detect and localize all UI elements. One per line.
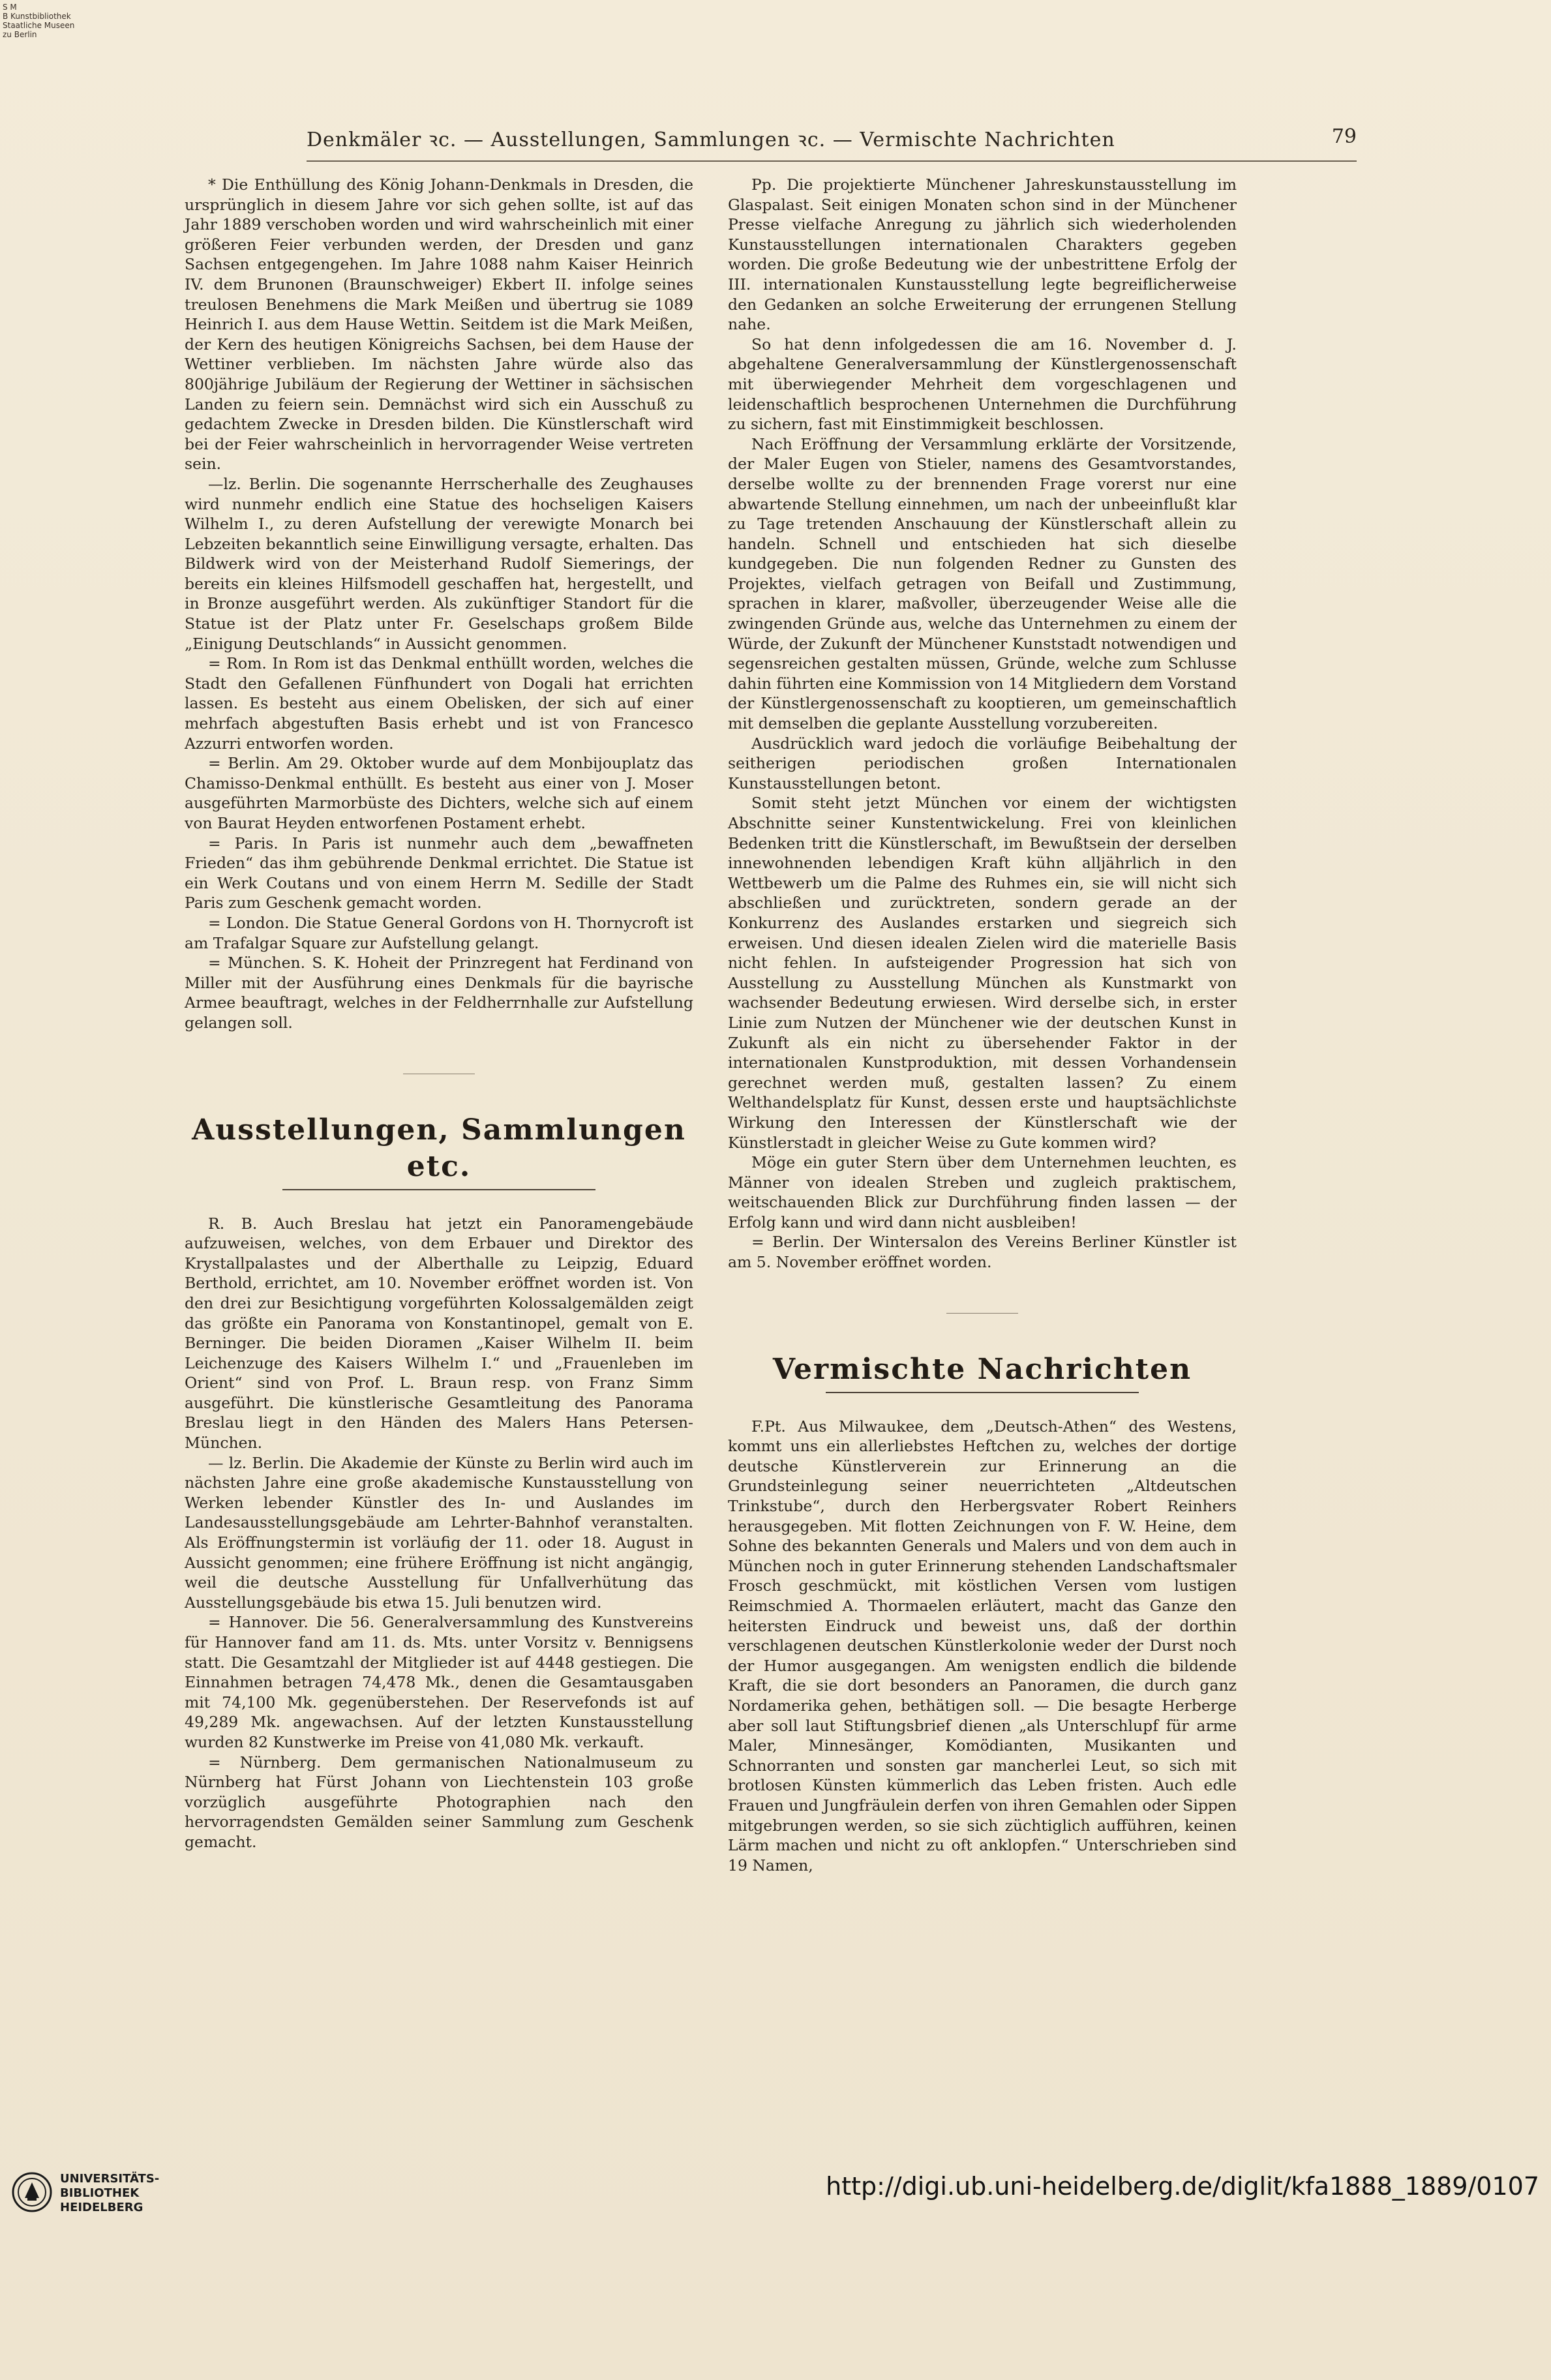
article-paragraph: Ausdrücklich ward jedoch die vorläufige Beibehaltung der seitherigen periodischen großen Internationalen Kunstausstellungen betont. xyxy=(728,734,1237,792)
stamp-line: S M xyxy=(3,3,17,12)
article-paragraph: R. B. Auch Breslau hat jetzt ein Panoramengebäude aufzuweisen, welches, von dem Erbauer und Direktor des Krystallpalastes und der Alberthalle zu Leipzig, Eduard Berthold, errichtet, am 10. November eröffnet worden ist. Von den drei zur Besichtigung vorgeführten Kolossalgemälden zeigt das größte ein Panorama von Konstantinopel, gemalt von E. Berninger. Die beiden Dioramen „Kaiser Wilhelm II. beim Leichenzuge des Kaisers Wilhelm I.“ und „Frauenleben im Orient“ sind von Prof. L. Braun resp. von Franz Simm ausgeführt. Die künstlerische Gesamtleitung des Panorama Breslau liegt in den Händen des Malers Hans Petersen-München. xyxy=(185,1214,693,1453)
logo-text xyxy=(60,2172,159,2215)
library-logo xyxy=(12,2167,207,2218)
logo-line: UNIVERSITÄTS- xyxy=(60,2172,160,2186)
article-paragraph: Nach Eröffnung der Versammlung erklärte der Vorsitzende, der Maler Eugen von Stieler, namens des Gesamtvorstandes, derselbe wollte zu der brennenden Frage vorerst nur eine abwartende Stellung einnehmen, um nach der unbeeinflußt klar zu Tage tretenden Anschauung der Künstlerschaft allein zu handeln. Schnell und entschieden hat sich dieselbe kundgegeben. Die nun folgenden Redner zu Gunsten des Projektes, vielfach getragen von Beifall und Zustimmung, sprachen in klarer, maßvoller, überzeugender Weise alle die zwingenden Gründe aus, welche das Unternehmen zu einem der Würde, der Zukunft der Münchener Kunststadt notwendigen und segensreichen gestalten müssen, Gründe, welche zum Schlusse dahin führten eine Kommission von 14 Mitgliedern dem Vorstand der Künstlergenossenschaft zu kooptieren, um gemeinschaftlich mit demselben die geplante Ausstellung vorzubereiten. xyxy=(728,434,1237,733)
section-heading-text: Vermischte Nachrichten xyxy=(772,1352,1192,1386)
stamp-line: B Kunstbibliothek xyxy=(3,12,71,21)
running-head-title: Denkmäler ꝛc. — Ausstellungen, Sammlungen ꝛc. — Vermischte Nachrichten xyxy=(307,128,1115,151)
article-paragraph: = London. Die Statue General Gordons von H. Thornycroft ist am Trafalgar Square zur Aufstellung gelangt. xyxy=(185,913,693,952)
article-paragraph: = Berlin. Am 29. Oktober wurde auf dem Monbijouplatz das Chamisso-Denkmal enthüllt. Es besteht aus einer von J. Moser ausgeführten Marmorbüste des Dichters, welche sich auf einem von Baurat Heyden entworfenen Postament erhebt. xyxy=(185,754,693,832)
page-number: 79 xyxy=(1331,125,1357,148)
section-heading-miscellaneous xyxy=(728,1351,1237,1393)
article-paragraph: = Paris. In Paris ist nunmehr auch dem „bewaffneten Frieden“ das ihm gebührende Denkmal errichtet. Die Statue ist ein Werk Coutans und von einem Herrn M. Sedille der Stadt Paris zum Geschenk gemacht worden. xyxy=(185,834,693,912)
article-paragraph: * Die Enthüllung des König Johann-Denkmals in Dresden, die ursprünglich in diesem Jahre vor sich gehen sollte, ist auf das Jahr 1889 verschoben worden und wird wahrscheinlich mit einer größeren Feier verbunden werden, der Dresden und ganz Sachsen entgegengehen. Im Jahre 1088 nahm Kaiser Heinrich IV. dem Brunonen (Braunschweiger) Ekbert II. infolge seines treulosen Benehmens die Mark Meißen und übertrug sie 1089 Heinrich I. aus dem Hause Wettin. Seitdem ist die Mark Meißen, der Kern des heutigen Königreichs Sachsen, bei dem Hause der Wettiner verblieben. Im nächsten Jahre würde also das 800jährige Jubiläum der Regierung der Wettiner in sächsischen Landen zu feiern sein. Demnächst wird sich ein Ausschuß zu gedachtem Zwecke in Dresden bilden. Die Künstlerschaft wird bei der Feier wahrscheinlich in hervorragender Weise vertreten sein. xyxy=(185,175,693,474)
section-heading-text: Ausstellungen, Sammlungen etc. xyxy=(192,1113,686,1183)
logo-line: BIBLIOTHEK xyxy=(60,2186,140,2200)
article-paragraph: = Nürnberg. Dem germanischen Nationalmuseum zu Nürnberg hat Fürst Johann von Liechtenstein 103 große vorzüglich ausgeführte Photographien nach den hervorragendsten Gemälden seiner Sammlung zum Geschenk gemacht. xyxy=(185,1753,693,1851)
article-paragraph: — lz. Berlin. Die Akademie der Künste zu Berlin wird auch im nächsten Jahre eine große akademische Kunstausstellung von Werken lebender Künstler des In- und Auslandes im Landesausstellungsgebäude am Lehrter-Bahnhof veranstalten. Als Eröffnungstermin ist vorläufig der 11. oder 18. August in Aussicht genommen; eine frühere Eröffnung ist nicht angängig, weil die deutsche Ausstellung für Unfallverhütung das Ausstellungsgebäude bis etwa 15. Juli benutzen wird. xyxy=(185,1453,693,1612)
heading-underline xyxy=(826,1392,1139,1393)
article-paragraph: Möge ein guter Stern über dem Unternehmen leuchten, es Männer von idealen Streben und zugleich praktischem, weitschauenden Blick zur Durchführung finden lassen — der Erfolg kann und wird dann nicht ausbleiben! xyxy=(728,1153,1237,1231)
article-paragraph: Pp. Die projektierte Münchener Jahreskunstausstellung im Glaspalast. Seit einigen Monaten schon sind in der Münchener Presse vielfache Anregung zu jährlich sich wiederholenden Kunstausstellungen internationalen Charakters gegeben worden. Die große Bedeutung wie der unbestrittene Erfolg der III. internationalen Kunstausstellung legte begreiflicherweise den Gedanken an solche Erweiterung der errungenen Stellung nahe. xyxy=(728,175,1237,334)
article-paragraph: F.Pt. Aus Milwaukee, dem „Deutsch-Athen“ des Westens, kommt uns ein allerliebstes Heftchen zu, welches der dortige deutsche Künstlerverein zur Erinnerung an die Grundsteinlegung seiner neuerrichteten „Altdeutschen Trinkstube“, durch den Herbergsvater Robert Reinhers herausgegeben. Mit flotten Zeichnungen von F. W. Heine, dem Sohne des bekannten Generals und Malers und von dem auch in München noch in guter Erinnerung stehenden Landschaftsmaler Frosch geschmückt, mit köstlichen Versen vom lustigen Reimschmied A. Thormaelen erläutert, macht das Ganze den heitersten Eindruck und beweist uns, daß der dorthin verschlagenen deutschen Künstlerkolonie weder der Durst noch der Humor ausgegangen. Am wenigsten endlich die bildende Kraft, die sie dort besonders an Panoramen, die durch ganz Nordamerika gehen, bethätigen soll. — Die besagte Herberge aber soll laut Stiftungsbrief dienen „als Unterschlupf für arme Maler, Minnesänger, Komödianten, Musikanten und Schnorranten und sonsten gar mancherlei Leut, so sich mit brotlosen Künsten kümmerlich das Leben fristen. Auch edle Frauen und Jungfräulein derfen von ihren Gemahlen oder Sippen mitgebrungen werden, so sie sich züchtiglich aufführen, keinen Lärm machen und nicht zu oft anklopfen.“ Unterschrieben sind 19 Namen, xyxy=(728,1417,1237,1875)
right-column xyxy=(728,175,1237,1875)
article-paragraph: = Berlin. Der Wintersalon des Vereins Berliner Künstler ist am 5. November eröffnet worden. xyxy=(728,1233,1237,1272)
logo-line: HEIDELBERG xyxy=(60,2201,143,2214)
section-separator xyxy=(946,1313,1018,1314)
library-stamp xyxy=(3,3,94,39)
stamp-line: zu Berlin xyxy=(3,30,37,39)
article-paragraph: Somit steht jetzt München vor einem der wichtigsten Abschnitte seiner Kunstentwickelung. Frei von kleinlichen Bedenken tritt die Künstlerschaft, im Bewußtsein der derselben innewohnenden lebendigen Kraft kühn alljährlich in den Wettbewerb um die Palme des Ruhmes ein, sie will nicht sich abschließen und zurücktreten, sondern gerade an der Konkurrenz des Auslandes erstarken und siegreich sich erweisen. Und diesen idealen Zielen wird die materielle Basis nicht fehlen. In aufsteigender Progression hat sich von Ausstellung zu Ausstellung München als Kunstmarkt von wachsender Bedeutung erwiesen. Wird derselbe sich, in erster Linie zum Nutzen der Münchener wie der deutschen Kunst in Zukunft als ein nicht zu übersehender Faktor in der internationalen Kunstproduktion, mit dessen Vorhandensein gerechnet werden muß, gestalten lassen? Zu einem Welthandelsplatz für Kunst, dessen erste und hauptsächlichste Wirkung den Interessen der Künstlerschaft wie der Künstlerstadt in gleicher Weise zu Gute kommen wird? xyxy=(728,794,1237,1152)
left-column xyxy=(185,175,693,1852)
header-rule xyxy=(307,160,1357,162)
section-heading-exhibitions xyxy=(185,1112,693,1190)
digital-copy-url[interactable]: http://digi.ub.uni-heidelberg.de/diglit/kfa1888_1889/0107 xyxy=(826,2172,1539,2201)
article-paragraph: = Hannover. Die 56. Generalversammlung des Kunstvereins für Hannover fand am 11. ds. Mts. unter Vorsitz v. Bennigsens statt. Die Gesamtzahl der Mitglieder ist auf 4448 gestiegen. Die Einnahmen betragen 74,478 Mk., denen die Gesamtausgaben mit 74,100 Mk. gegenüberstehen. Der Reservefonds ist auf 49,289 Mk. angewachsen. Auf der letzten Kunstausstellung wurden 82 Kunstwerke im Preise von 41,080 Mk. verkauft. xyxy=(185,1613,693,1751)
stamp-line: Staatliche Museen xyxy=(3,21,75,30)
article-paragraph: —lz. Berlin. Die sogenannte Herrscherhalle des Zeughauses wird nunmehr endlich eine Statue des hochseligen Kaisers Wilhelm I., zu deren Aufstellung der verewigte Monarch bei Lebzeiten bekanntlich seine Einwilligung versagte, erhalten. Das Bildwerk wird von der Meisterhand Rudolf Siemerings, der bereits ein kleines Hilfsmodell geschaffen hat, hergestellt, und in Bronze ausgeführt werden. Als zukünftiger Standort für die Statue ist der Platz unter Fr. Geselschaps großem Bilde „Einigung Deutschlands“ in Aussicht genommen. xyxy=(185,474,693,653)
article-paragraph: = Rom. In Rom ist das Denkmal enthüllt worden, welches die Stadt den Gefallenen Fünfhundert von Dogali hat errichten lassen. Es besteht aus einem Obelisken, der sich auf einer mehrfach abgestuften Basis erhebt und ist von Francesco Azzurri entworfen worden. xyxy=(185,654,693,753)
heading-underline xyxy=(282,1189,595,1190)
article-paragraph: = München. S. K. Hoheit der Prinzregent hat Ferdinand von Miller mit der Ausführung eines Denkmals für die bayrische Armee beauftragt, welches in der Feldherrnhalle zur Aufstellung gelangen soll. xyxy=(185,954,693,1032)
article-paragraph: So hat denn infolgedessen die am 16. November d. J. abgehaltene Generalversammlung der Künstlergenossenschaft mit überwiegender Mehrheit dem vorgeschlagenen und leidenschaftlich besprochenen Unternehmen die Durchführung zu sichern, fast mit Einstimmigkeit beschlossen. xyxy=(728,335,1237,434)
university-seal-icon xyxy=(12,2172,52,2212)
